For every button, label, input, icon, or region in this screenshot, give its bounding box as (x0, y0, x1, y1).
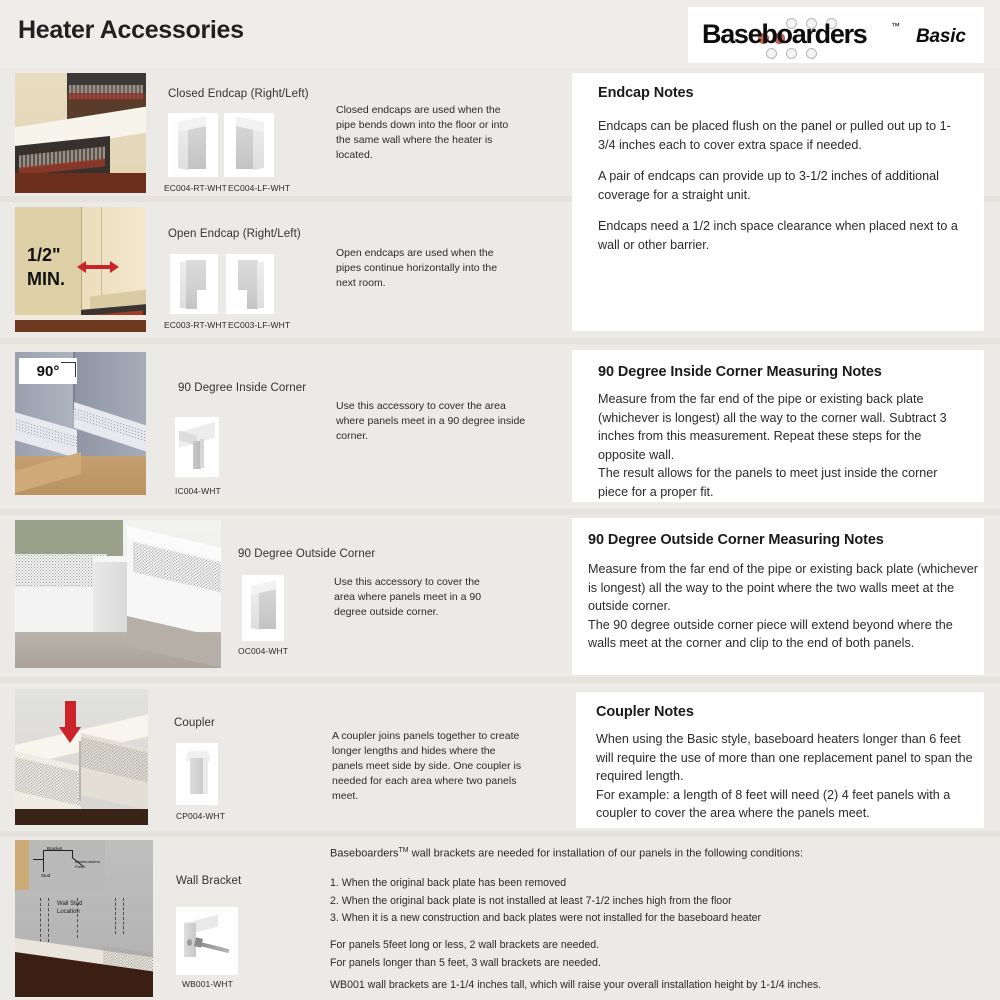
bracket-condition-item: 2. When the original back plate is not installed at least 7-1/2 inches high from the floor (330, 894, 732, 907)
thumb-ec004-lf (224, 113, 274, 177)
bracket-conditions-list (330, 875, 950, 928)
note-paragraph: Measure from the far end of the pipe or existing back plate (whichever is longest) all the way to the point where the two walls meet at the outside corner. (588, 562, 978, 613)
coupler-arrow-head-icon (59, 727, 81, 743)
photo-caption-half-inch: 1/2" (27, 245, 61, 265)
bracket-quantity-item: For panels longer than 5 feet, 3 wall brackets are needed. (330, 956, 601, 969)
note-title-endcap: Endcap Notes (598, 85, 694, 101)
note-panel-outside-corner (572, 518, 984, 675)
brand-logo (688, 7, 984, 63)
bracket-condition-item: 1. When the original back plate has been removed (330, 877, 567, 889)
note-paragraph: A pair of endcaps can provide up to 3-1/2 inches of additional coverage for a straight unit. (598, 169, 939, 202)
bracket-quantities (330, 937, 950, 972)
note-paragraph: For example: a length of 8 feet will need (2) 4 feet panels with a coupler to cover the area where the panels meet. (596, 787, 951, 820)
thumb-wb001 (176, 907, 238, 975)
thumb-label-cp004: CP004-WHT (176, 811, 226, 821)
thumb-oc004 (242, 575, 284, 641)
dimension-arrow-icon (85, 265, 111, 269)
note-body-endcap (598, 117, 968, 254)
thumb-label-ec003-lf: EC003-LF-WHT (228, 320, 291, 330)
note-body-inside-corner (598, 390, 968, 501)
note-title-inside-corner: 90 Degree Inside Corner Measuring Notes (598, 364, 882, 380)
thumb-ec003-rt (170, 254, 218, 314)
dimension-arrow-head-icon (110, 261, 119, 273)
outside-corner-photo (15, 520, 221, 668)
note-title-outside-corner: 90 Degree Outside Corner Measuring Notes (588, 532, 884, 548)
item-title-open-endcap: Open Endcap (Right/Left) (168, 228, 301, 240)
thumb-label-oc004: OC004-WHT (238, 646, 289, 656)
item-description-coupler: A coupler joins panels together to create longer lengths and hides where the panels meet side by side. One coupler is needed for each area where two panels meet. (332, 730, 522, 802)
page-title: Heater Accessories (18, 16, 244, 44)
note-paragraph: Endcaps need a 1/2 inch space clearance when placed next to a wall or other barrier. (598, 219, 958, 252)
note-panel-inside-corner (572, 350, 984, 502)
note-title-coupler: Coupler Notes (596, 704, 694, 720)
thumb-ic004 (175, 417, 219, 477)
logo-brand-text: Baseboarders (702, 19, 867, 49)
note-body-outside-corner (588, 560, 980, 653)
diagram-label-bracket: Bracket (47, 846, 63, 851)
note-paragraph: Endcaps can be placed flush on the panel or pulled out up to 1-3/4 inches each to cover extra space if needed. (598, 119, 951, 152)
bracket-lead-text (330, 847, 803, 860)
note-paragraph: The 90 degree outside corner piece will extend beyond where the walls meet at the corner and clip to the end of both panels. (588, 617, 953, 650)
thumb-label-ec003-rt: EC003-RT-WHT (164, 320, 227, 330)
item-title-coupler: Coupler (174, 717, 215, 729)
logo-trademark: ™ (891, 21, 900, 31)
diagram-label-stud: Stud (41, 873, 51, 878)
thumb-label-ic004: IC004-WHT (175, 486, 221, 496)
item-title-outside-corner: 90 Degree Outside Corner (238, 548, 376, 560)
thumb-ec003-lf (226, 254, 274, 314)
item-title-inside-corner: 90 Degree Inside Corner (178, 382, 307, 394)
bracket-lead-brand: Baseboarders (330, 847, 399, 860)
coupler-arrow-icon (65, 701, 76, 729)
photo-caption-min: MIN. (27, 269, 65, 289)
bracket-height-note: WB001 wall brackets are 1-1/4 inches tall, which will raise your overall installation height by 1-1/4 inches. (330, 979, 822, 991)
diagram-label-panel: Baseboarders Panel (75, 859, 100, 869)
bracket-lead-tm: TM (398, 847, 409, 854)
photo-badge-label: 90° (36, 362, 60, 380)
diagram-label-wall-stud-location: Wall Stud Location (57, 901, 83, 915)
note-body-coupler (596, 730, 980, 823)
thumb-label-ec004-lf: EC004-LF-WHT (228, 183, 291, 193)
bracket-condition-item: 3. When it is a new construction and back plates were not installed for the baseboard heater (330, 912, 762, 924)
thumb-label-ec004-rt: EC004-RT-WHT (164, 183, 227, 193)
note-paragraph: When using the Basic style, baseboard heaters longer than 6 feet will require the use of more than one replacement panel to span the required length. (596, 732, 973, 783)
accessory-row-wall-bracket (0, 837, 1000, 1000)
item-description-open-endcap: Open endcaps are used when the pipes continue horizontally into the next room. (336, 247, 498, 289)
note-panel-endcap (572, 73, 984, 331)
note-panel-coupler (576, 692, 984, 828)
item-title-wall-bracket: Wall Bracket (176, 875, 242, 887)
bracket-quantity-item: For panels 5feet long or less, 2 wall brackets are needed. (330, 939, 600, 951)
note-paragraph: The result allows for the panels to meet just inside the corner piece for a proper fit. (598, 466, 938, 499)
coupler-photo (15, 689, 148, 825)
thumb-cp004 (176, 743, 218, 805)
item-description-inside-corner: Use this accessory to cover the area where panels meet in a 90 degree inside corner. (336, 400, 526, 442)
logo-variant-text: Basic (916, 26, 966, 47)
open-endcap-photo (15, 207, 146, 332)
inside-corner-photo (15, 352, 146, 495)
closed-endcap-photo (15, 73, 146, 193)
note-paragraph: Measure from the far end of the pipe or existing back plate (whichever is longest) all the way to the corner wall. Subtract 3 inches from this measurement. Repeat these steps for the opposite wall. (598, 392, 947, 462)
dimension-arrow-head-icon (77, 261, 86, 273)
thumb-label-wb001: WB001-WHT (182, 979, 233, 989)
bracket-lead-rest: wall brackets are needed for installation of our panels in the following conditions: (408, 847, 804, 860)
page-header (0, 0, 1000, 68)
item-description-closed-endcap: Closed endcaps are used when the pipe bends down into the floor or into the same wall where the heater is located. (336, 104, 509, 161)
wall-bracket-photo (15, 840, 153, 997)
item-description-outside-corner: Use this accessory to cover the area where panels meet in a 90 degree outside corner. (334, 576, 482, 618)
thumb-ec004-rt (168, 113, 218, 177)
item-title-closed-endcap: Closed Endcap (Right/Left) (168, 88, 309, 100)
